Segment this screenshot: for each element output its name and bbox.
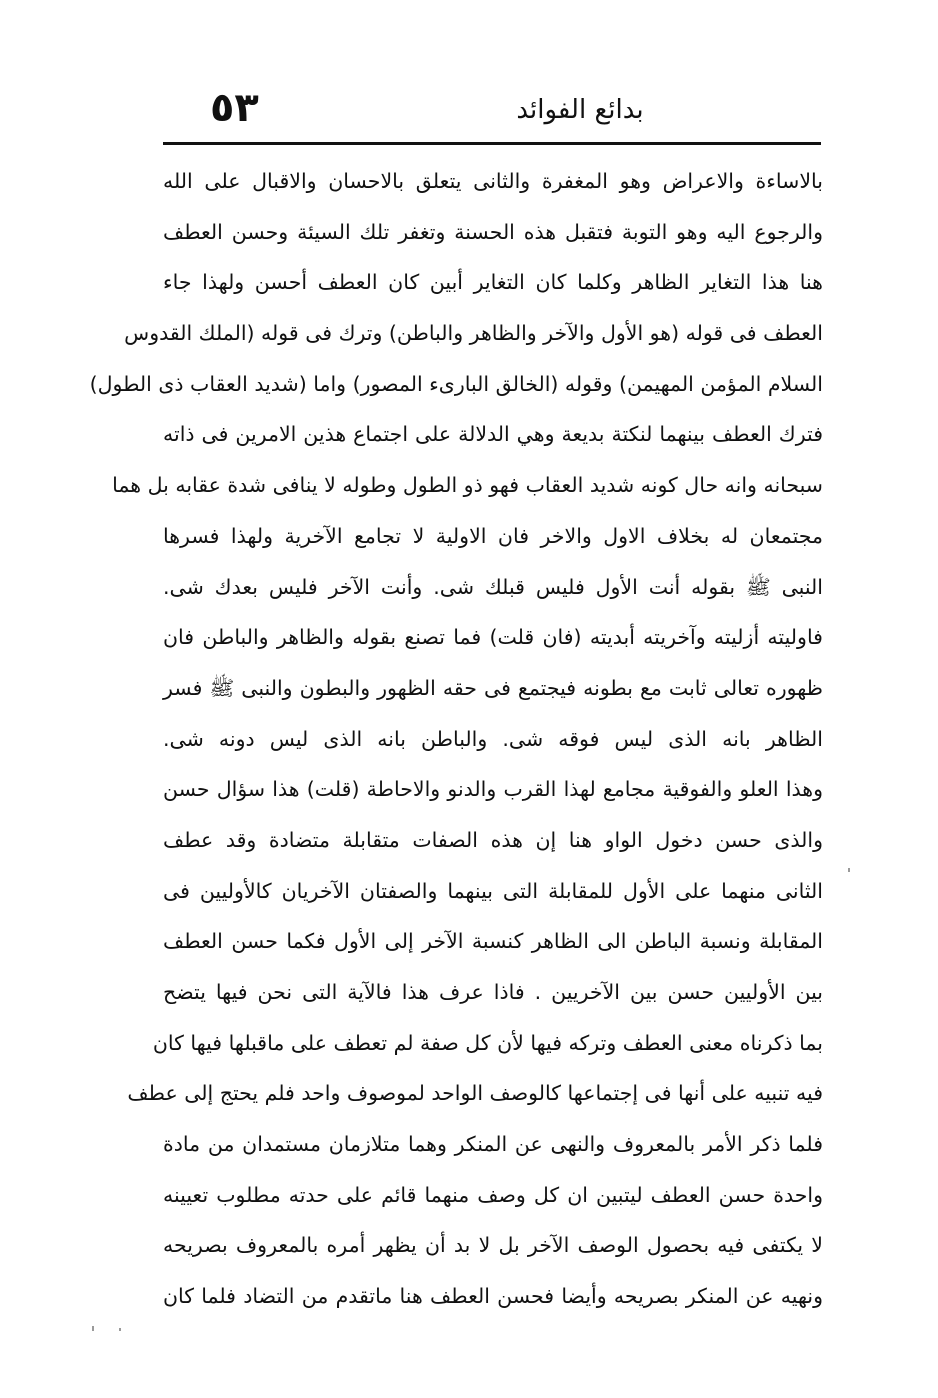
- text-line: العطف فى قوله (هو الأول والآخر والظاهر والباطن) وترك فى قوله (الملك القدوس: [124, 321, 823, 346]
- text-line: ظهوره تعالى ثابت مع بطونه فيجتمع فى حقه الظهور والبطون والنبى ﷺ فسر: [163, 675, 823, 700]
- text-line: سبحانه وانه حال كونه شديد العقاب فهو ذو الطول وطوله لا ينافى شدة عقابه بل هما: [112, 473, 823, 498]
- text-line: والرجوع اليه وهو التوبة فتقبل هذه الحسنة وتغفر تلك السيئة وحسن العطف: [163, 219, 823, 244]
- scan-speck: [119, 1328, 121, 1331]
- text-line: فيه تنبيه على أنها فى إجتماعها كالوصف الواحد لموصوف واحد فلم يحتج إلى عطف: [127, 1081, 823, 1106]
- text-line: الظاهر بانه الذى ليس فوقه شى. والباطن بانه الذى ليس دونه شى.: [163, 726, 823, 751]
- text-line: بما ذكرناه معنى العطف وتركه فيها لأن كل صفة لم تعطف على ماقبلها فيها كان: [152, 1030, 823, 1055]
- text-line: لا يكتفى فيه بحصول الوصف الآخر بل لا بد أن يظهر أمره بالمعروف بصريحه: [163, 1233, 823, 1258]
- page-number: ٥٣: [210, 85, 259, 131]
- scan-speck: [848, 868, 850, 872]
- header-rule: [163, 142, 821, 145]
- text-line: والذى حسن دخول الواو هنا إن هذه الصفات متقابلة متضادة وقد عطف: [163, 827, 823, 852]
- text-line: بين الأوليين حسن بين الآخريين . فاذا عرف هذا فالآية التى نحن فيها يتضح: [163, 980, 823, 1004]
- text-line: فلما ذكر الأمر بالمعروف والنهى عن المنكر وهما متلازمان مستمدان من مادة: [163, 1132, 823, 1157]
- body-text: [89, 156, 823, 1322]
- text-line: فترك العطف بينهما لنكتة بديعة وهي الدلالة على اجتماع هذين الامرين فى ذاته: [163, 422, 823, 447]
- text-line: فاوليته أزليته وآخريته أبديته (فان قلت) فما تصنع بقوله والظاهر والباطن فان: [163, 625, 823, 650]
- page-header: [160, 86, 820, 134]
- running-title: بدائع الفوائد: [516, 95, 644, 125]
- text-line: مجتمعان له بخلاف الاول والاخر فان الاولية لا تجامع الآخرية ولهذا فسرها: [163, 523, 823, 548]
- text-line: وهذا العلو والفوقية مجامع لهذا القرب والدنو والاحاطة (قلت) هذا سؤال حسن: [163, 777, 823, 802]
- scan-speck: [92, 1326, 94, 1331]
- text-line: واحدة حسن العطف ليتبين ان كل وصف منهما قائم على حدته مطلوب تعيينه: [163, 1182, 823, 1207]
- text-line: ونهيه عن المنكر بصريحه وأيضا فحسن العطف هنا ماتقدم من التضاد فلما كان: [163, 1284, 823, 1309]
- text-line: السلام المؤمن المهيمن) وقوله (الخالق البارىء المصور) واما (شديد العقاب ذى الطول): [89, 371, 823, 396]
- text-line: الثانى منهما على الأول للمقابلة التى بينهما والصفتان الآخريان كالأوليين فى: [163, 878, 823, 903]
- text-line: هنا هذا التغاير الظاهر وكلما كان التغاير أبين كان العطف أحسن ولهذا جاء: [163, 270, 823, 295]
- text-line: النبى ﷺ بقوله أنت الأول فليس قبلك شى. وأنت الآخر فليس بعدك شى.: [163, 574, 823, 599]
- text-line: بالاساءة والاعراض وهو المغفرة والثانى يتعلق بالاحسان والاقبال على الله: [163, 169, 823, 193]
- text-line: المقابلة ونسبة الباطن الى الظاهر كنسبة الآخر إلى الأول فكما حسن العطف: [163, 929, 823, 954]
